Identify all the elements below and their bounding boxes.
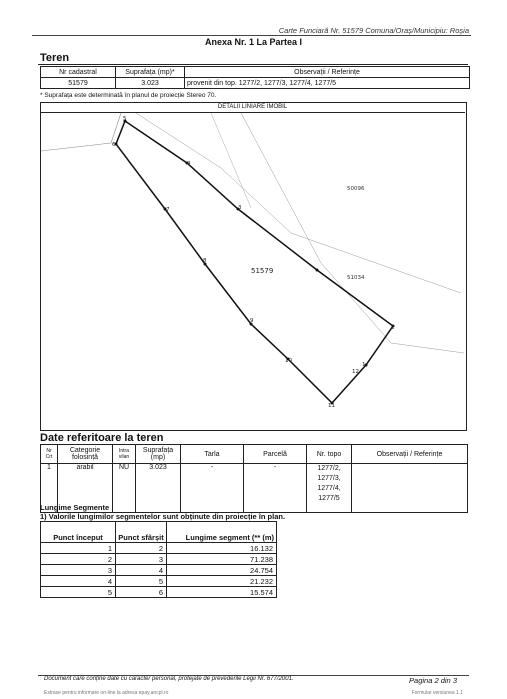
cell-suprafata: 3.023 — [116, 78, 185, 89]
neighbor-label: 50096 — [347, 186, 365, 192]
cell-end: 2 — [116, 543, 167, 554]
segments-subtitle: 1) Valorile lungimilor segmentelor sunt obținute din proiecție în plan. — [40, 512, 286, 521]
cell-start: 5 — [41, 587, 116, 598]
cell-observatii — [352, 464, 468, 513]
cell-length: 21.232 — [167, 576, 277, 587]
cell-start: 4 — [41, 576, 116, 587]
table-row — [41, 554, 277, 565]
col-lungime: Lungime segment (** (m) — [167, 522, 277, 543]
col-suprafata: Suprafața (mp) — [136, 445, 181, 464]
vertex-label: 2 — [391, 325, 395, 331]
cell-start: 2 — [41, 554, 116, 565]
parcel-boundary — [116, 121, 393, 403]
header-divider — [32, 35, 471, 36]
col-parcela: Parcelă — [244, 445, 307, 464]
col-observatii: Observații / Referințe — [352, 445, 468, 464]
teren-table — [40, 66, 470, 89]
vertex-label: 5 — [123, 116, 127, 122]
vertex-label: 4 — [187, 161, 191, 167]
vertex-label: 10 — [285, 358, 292, 364]
col-suprafata: Suprafața (mp)* — [116, 67, 185, 78]
cell-end: 3 — [116, 554, 167, 565]
cell-length: 15.574 — [167, 587, 277, 598]
col-punct-sfarsit: Punct sfârșit — [116, 522, 167, 543]
table-row — [41, 587, 277, 598]
vertex-marker — [316, 269, 319, 272]
vertex-label: 8 — [203, 258, 207, 264]
date-teren-header-row — [41, 445, 468, 464]
segments-table — [40, 521, 277, 598]
cell-length: 16.132 — [167, 543, 277, 554]
teren-divider — [38, 64, 468, 65]
col-categorie: Categorie folosință — [58, 445, 113, 464]
segments-header-row — [41, 522, 277, 543]
table-row — [41, 543, 277, 554]
topo-line: 1277/3, — [317, 475, 341, 482]
col-nr-crt: Nr Crt — [41, 445, 58, 464]
cell-nr-topo — [307, 464, 352, 513]
cell-start: 1 — [41, 543, 116, 554]
map-header: DETALII LINIARE IMOBIL — [40, 102, 465, 113]
neighbor-line — [41, 113, 121, 151]
teren-section-title: Teren — [40, 52, 70, 64]
footer-page-number: Pagina 2 din 3 — [409, 676, 457, 685]
date-teren-title: Date referitoare la teren — [40, 432, 164, 444]
vertex-label: 7 — [166, 207, 170, 213]
teren-note: * Suprafața este determinată în planul de proiecție Stereo 70. — [40, 92, 217, 99]
col-nr-topo: Nr. topo — [307, 445, 352, 464]
vertex-label: 6 — [112, 142, 116, 148]
segments-title: Lungime Segmente — [40, 503, 110, 512]
cell-suprafata: 3.023 — [136, 464, 181, 513]
vertex-label: 11 — [328, 403, 335, 409]
col-punct-inceput: Punct început — [41, 522, 116, 543]
cell-categorie: arabil — [58, 464, 113, 513]
cell-end: 6 — [116, 587, 167, 598]
cell-tarla: - — [181, 464, 244, 513]
topo-line: 1277/5 — [318, 495, 340, 502]
col-intravilan: Intra vilan — [113, 445, 136, 464]
vertex-label: 1 — [362, 362, 366, 368]
cell-length: 71.238 — [167, 554, 277, 565]
teren-data-row — [41, 78, 470, 89]
topo-line: 1277/4, — [317, 485, 341, 492]
cell-start: 3 — [41, 565, 116, 576]
neighbor-line — [241, 113, 464, 353]
topo-line: 1277/2, — [317, 465, 341, 472]
col-tarla: Tarla — [181, 445, 244, 464]
footer-form-version: Formular versiunea 1.1 — [411, 690, 463, 696]
cell-end: 4 — [116, 565, 167, 576]
footer-epay-note: Extrase pentru informare on-line la adresa epay.ancpi.ro — [44, 690, 169, 696]
footer-privacy-note: Document care conține date cu caracter personal, protejate de prevederile Legii Nr. 677/2001. — [44, 676, 294, 682]
neighbor-label: 51034 — [347, 275, 365, 281]
parcel-label: 51579 — [251, 267, 274, 275]
cell-end: 5 — [116, 576, 167, 587]
cf-header-text: Carte Funciară Nr. 51579 Comuna/Oraș/Municipiu: Roșia — [278, 26, 469, 35]
vertex-label: 12 — [352, 369, 359, 375]
cell-length: 24.754 — [167, 565, 277, 576]
table-row — [41, 565, 277, 576]
cell-observatii: provenit din top. 1277/2, 1277/3, 1277/4, 1277/5 — [185, 78, 470, 89]
col-nr-cadastral: Nr cadastral — [41, 67, 116, 78]
vertex-label: 9 — [250, 318, 254, 324]
neighbor-line — [136, 113, 461, 293]
cell-intravilan: NU — [113, 464, 136, 513]
vertex-label: 3 — [238, 205, 242, 211]
parcel-map — [41, 113, 464, 427]
teren-header-row — [41, 67, 470, 78]
neighbor-line — [211, 113, 251, 208]
cell-nr-cadastral: 51579 — [41, 78, 116, 89]
cell-parcela: - — [244, 464, 307, 513]
col-observatii: Observații / Referințe — [185, 67, 470, 78]
cell-nr: 1 — [41, 464, 58, 513]
table-row — [41, 576, 277, 587]
annex-title: Anexa Nr. 1 La Partea I — [204, 37, 303, 47]
